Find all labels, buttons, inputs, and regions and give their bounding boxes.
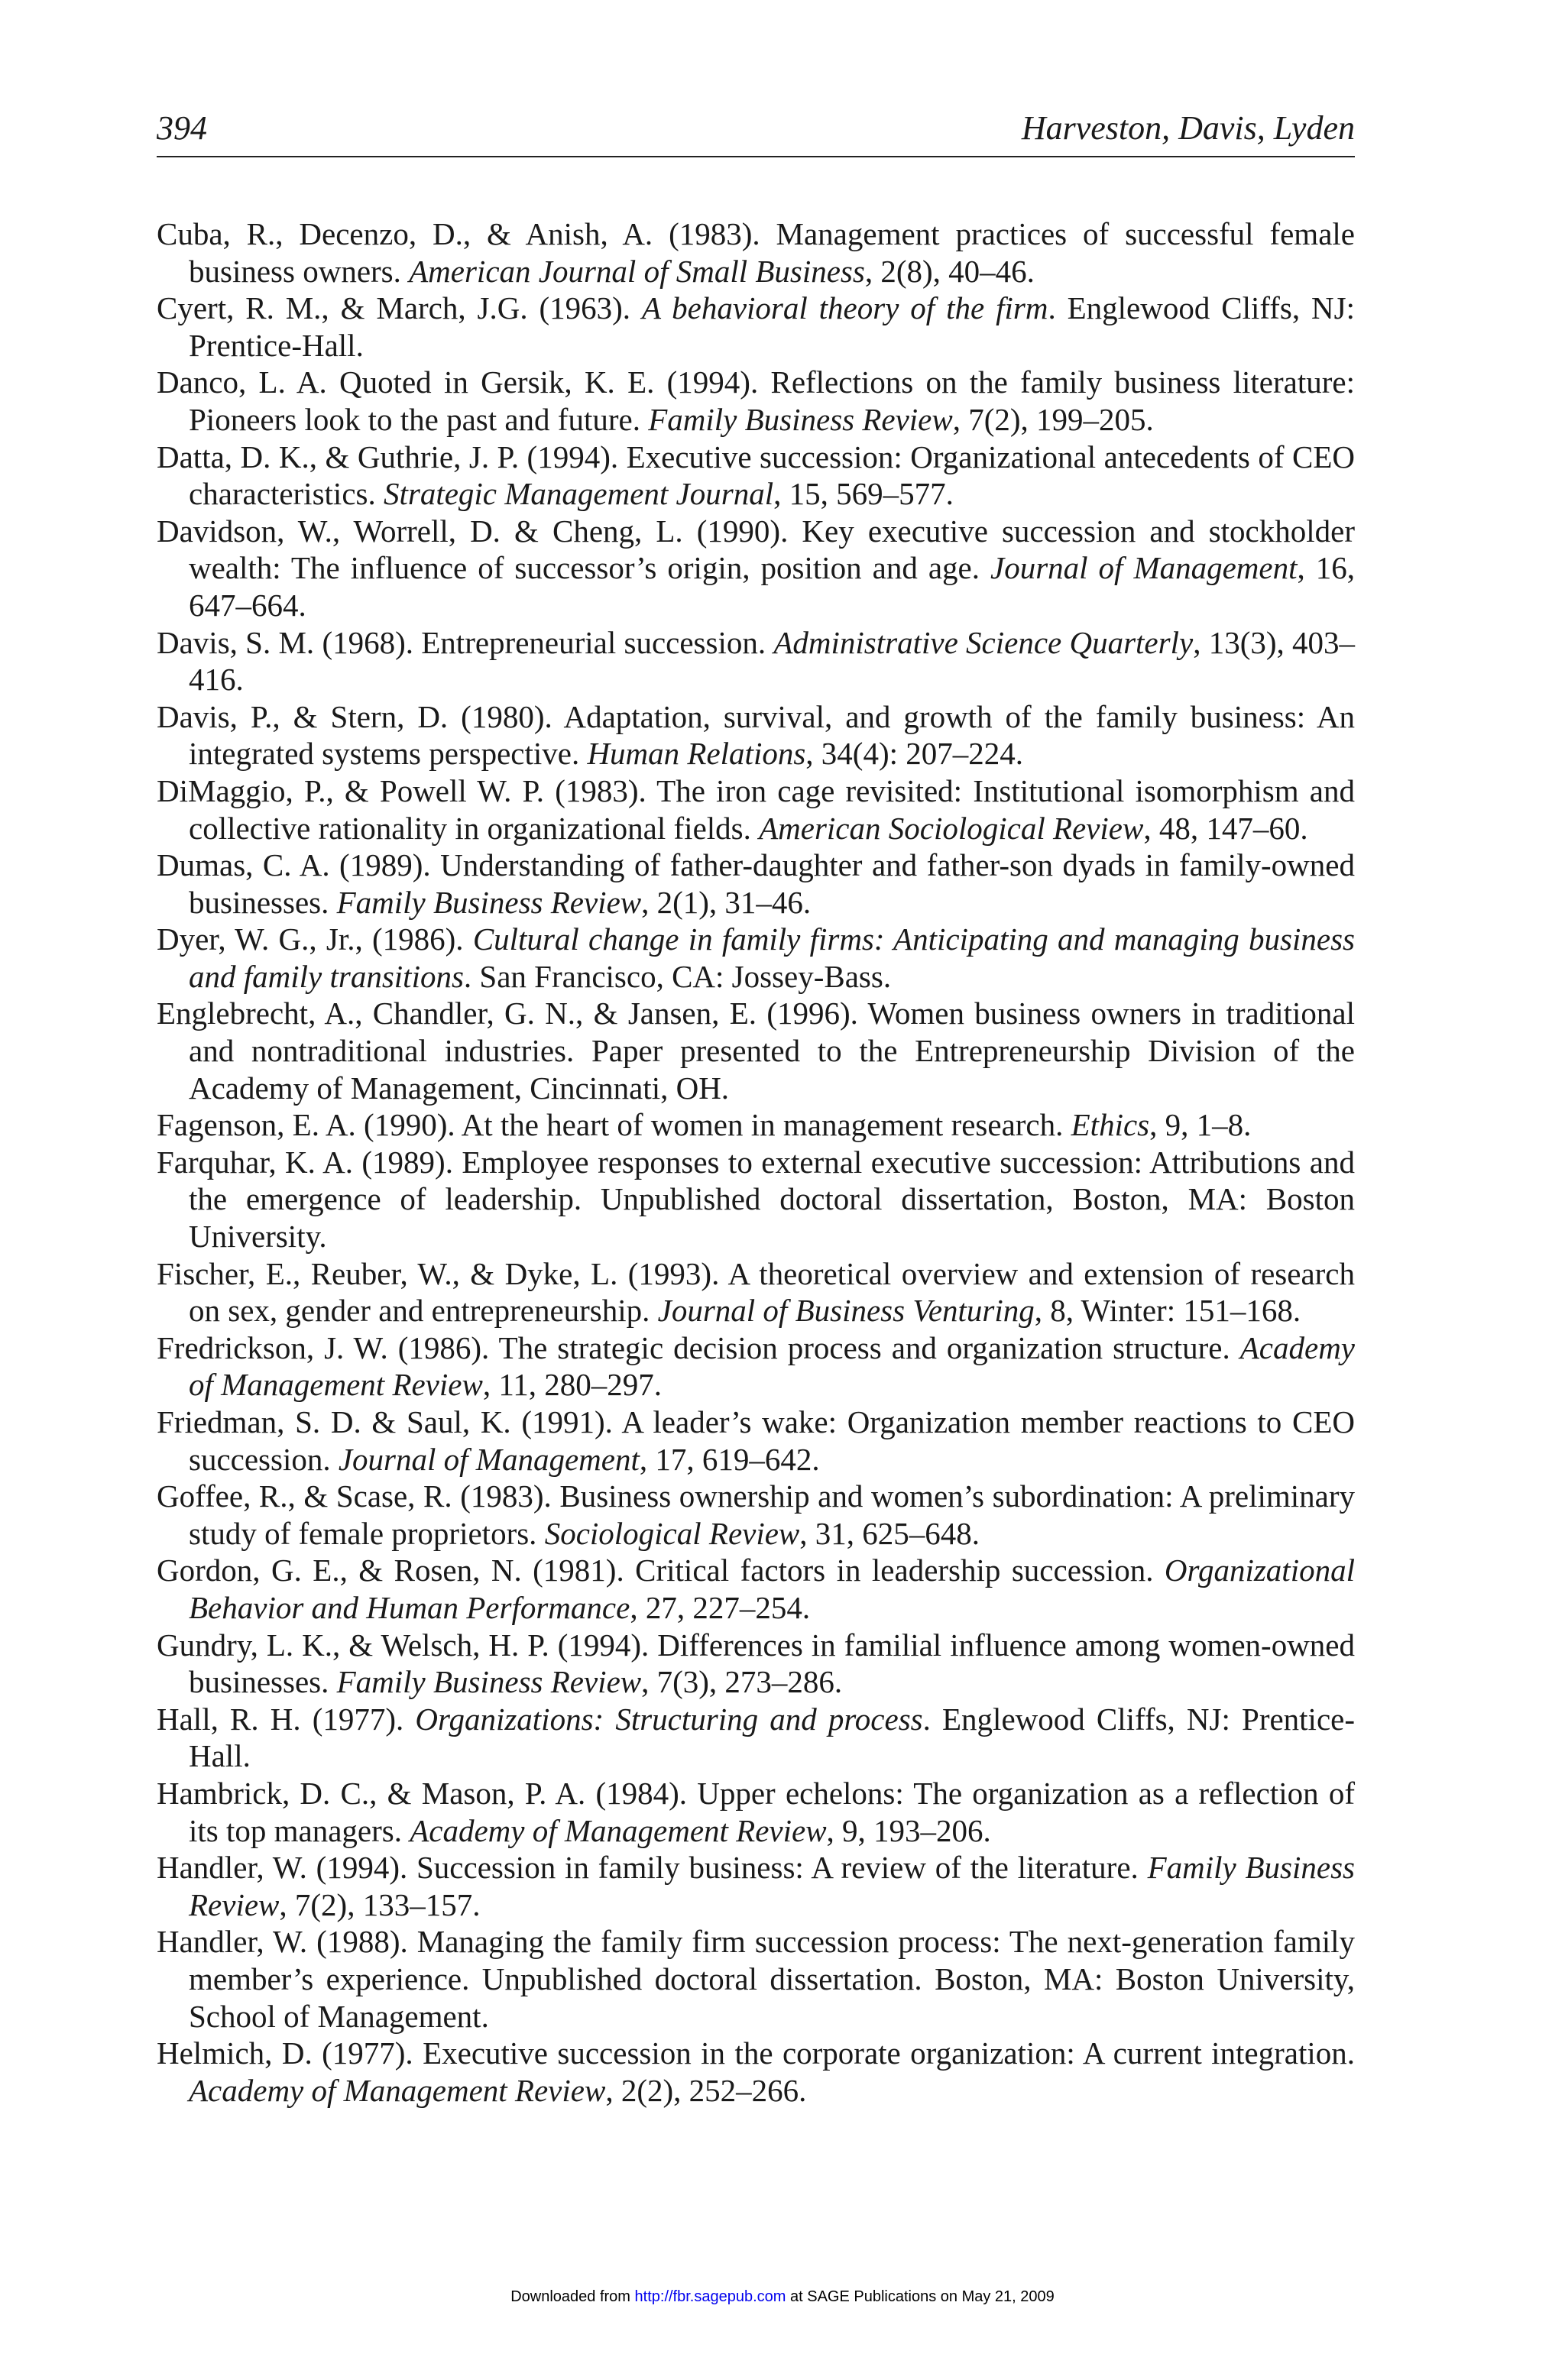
reference-text: Handler, W. (1994). Succession in family business: A review of the literature. <box>157 1850 1148 1886</box>
reference-text: Fischer, E., Reuber, W., & Dyke, L. (1993). A theoretical overview and extension of research on sex, gender and entrepreneurship. <box>157 1255 1355 1329</box>
running-head <box>157 104 1355 157</box>
reference-details: , 48, 147–60. <box>1143 810 1308 846</box>
reference-text: Datta, D. K., & Guthrie, J. P. (1994). Executive succession: Organizational antecedents of CEO characteristics. <box>157 439 1355 512</box>
reference-source: Journal of Business Venturing <box>657 1293 1035 1329</box>
reference-details: , 17, 619–642. <box>639 1441 820 1477</box>
reference-item <box>157 1144 1355 1255</box>
reference-details: , 15, 569–577. <box>773 476 954 512</box>
reference-item <box>157 921 1355 995</box>
running-title: Harveston, Davis, Lyden <box>1021 109 1355 147</box>
reference-text: Farquhar, K. A. (1989). Employee responses to external executive succession: Attributions and the emergence of leadership. Unpublished doctoral dissertation, Boston, MA: Boston University. <box>157 1144 1355 1255</box>
reference-source: Sociological Review <box>544 1515 800 1551</box>
reference-item <box>157 1775 1355 1849</box>
reference-text: Gundry, L. K., & Welsch, H. P. (1994). Differences in familial influence among women-owned businesses. <box>157 1627 1355 1700</box>
reference-item <box>157 1106 1355 1144</box>
reference-item <box>157 2035 1355 2109</box>
download-footer <box>0 2288 1565 2306</box>
reference-details: , 31, 625–648. <box>799 1515 980 1551</box>
reference-item <box>157 215 1355 290</box>
reference-text: DiMaggio, P., & Powell W. P. (1983). The iron cage revisited: Institutional isomorphism and collective rationality in organizational fields. <box>157 772 1355 846</box>
reference-source: A behavioral theory of the firm <box>641 290 1048 326</box>
reference-source: Journal of Management <box>990 550 1298 586</box>
reference-item <box>157 1255 1355 1329</box>
reference-source: Family Business Review <box>336 884 642 920</box>
reference-source: Ethics <box>1071 1107 1150 1143</box>
reference-text: Englebrecht, A., Chandler, G. N., & Jansen, E. (1996). Women business owners in traditional and nontraditional industries. Paper presented to the Entrepreneurship Division of the Academy of Management, Cincinnati, OH. <box>157 996 1355 1106</box>
reference-list <box>157 215 1355 2109</box>
reference-text: Fagenson, E. A. (1990). At the heart of women in management research. <box>157 1107 1071 1143</box>
reference-text: Davis, P., & Stern, D. (1980). Adaptation, survival, and growth of the family business: An integrated systems perspective. <box>157 698 1355 772</box>
footer-link[interactable]: http://fbr.sagepub.com <box>634 2288 786 2305</box>
reference-text: Dumas, C. A. (1989). Understanding of father-daughter and father-son dyads in family-owned businesses. <box>157 847 1355 920</box>
reference-text: Davis, S. M. (1968). Entrepreneurial succession. <box>157 624 774 660</box>
reference-details: , 13(3), 403–416. <box>189 624 1356 698</box>
reference-source: Family Business Review <box>648 401 953 437</box>
reference-item <box>157 1404 1355 1478</box>
reference-item <box>157 290 1355 364</box>
reference-text: Davidson, W., Worrell, D. & Cheng, L. (1990). Key executive succession and stockholder wealth: The influence of successor’s origin, position and age. <box>157 513 1355 586</box>
reference-source: Administrative Science Quarterly <box>773 624 1194 660</box>
reference-item <box>157 1923 1355 2035</box>
reference-details: . Englewood Cliffs, NJ: Prentice-Hall. <box>189 1701 1355 1774</box>
reference-item <box>157 847 1355 921</box>
reference-details: . San Francisco, CA: Jossey-Bass. <box>463 958 892 994</box>
reference-details: , 8, Winter: 151–168. <box>1034 1293 1301 1329</box>
reference-text: Cuba, R., Decenzo, D., & Anish, A. (1983). Management practices of successful female business owners. <box>157 216 1355 289</box>
reference-item <box>157 513 1355 624</box>
reference-text: Hambrick, D. C., & Mason, P. A. (1984). Upper echelons: The organization as a reflection of its top managers. <box>157 1775 1355 1848</box>
reference-details: , 7(2), 133–157. <box>279 1886 481 1922</box>
reference-source: Academy of Management Review <box>189 2072 606 2108</box>
reference-source: Journal of Management <box>338 1441 640 1477</box>
reference-source: Human Relations <box>587 736 806 772</box>
reference-details: , 9, 193–206. <box>826 1812 991 1848</box>
reference-source: American Journal of Small Business <box>409 253 865 289</box>
reference-source: Academy of Management Review <box>189 1329 1355 1403</box>
reference-source: Academy of Management Review <box>410 1812 827 1848</box>
reference-item <box>157 772 1355 847</box>
reference-source: Family Business Review <box>189 1850 1355 1922</box>
reference-item <box>157 624 1355 698</box>
footer-suffix: at SAGE Publications on May 21, 2009 <box>786 2288 1055 2305</box>
reference-item <box>157 698 1355 772</box>
reference-item <box>157 439 1355 513</box>
reference-text: Handler, W. (1988). Managing the family firm succession process: The next-generation family member’s experience. Unpublished doctoral dissertation. Boston, MA: Boston University, School of Management. <box>157 1924 1355 2034</box>
reference-item <box>157 1478 1355 1552</box>
reference-item <box>157 364 1355 438</box>
reference-source: Strategic Management Journal <box>383 476 774 512</box>
reference-source: Cultural change in family firms: Anticipating and managing business and family transitions <box>189 921 1355 994</box>
reference-item <box>157 1701 1355 1775</box>
reference-text: Danco, L. A. Quoted in Gersik, K. E. (1994). Reflections on the family business literature: Pioneers look to the past and future. <box>157 364 1355 437</box>
footer-prefix: Downloaded from <box>510 2288 635 2305</box>
reference-item <box>157 1329 1355 1404</box>
reference-text: Friedman, S. D. & Saul, K. (1991). A leader’s wake: Organization member reactions to CEO succession. <box>157 1404 1355 1477</box>
reference-details: , 7(3), 273–286. <box>641 1664 843 1700</box>
reference-item <box>157 1627 1355 1701</box>
reference-details: , 2(8), 40–46. <box>864 253 1035 289</box>
reference-text: Hall, R. H. (1977). <box>157 1701 416 1737</box>
reference-details: , 11, 280–297. <box>482 1367 663 1403</box>
reference-details: , 7(2), 199–205. <box>952 401 1154 437</box>
reference-details: , 9, 1–8. <box>1149 1107 1252 1143</box>
reference-details: , 2(2), 252–266. <box>605 2072 807 2108</box>
reference-details: , 2(1), 31–46. <box>641 884 812 920</box>
reference-source: American Sociological Review <box>759 810 1144 846</box>
reference-details: , 16, 647–664. <box>189 550 1355 623</box>
reference-text: Goffee, R., & Scase, R. (1983). Business ownership and women’s subordination: A preliminary study of female proprietors. <box>157 1478 1355 1551</box>
reference-item <box>157 1849 1355 1923</box>
reference-details: , 27, 227–254. <box>630 1589 811 1625</box>
reference-source: Organizations: Structuring and process <box>415 1701 923 1737</box>
reference-text: Dyer, W. G., Jr., (1986). <box>157 921 473 957</box>
reference-source: Family Business Review <box>336 1664 642 1700</box>
reference-text: Helmich, D. (1977). Executive succession in the corporate organization: A current integration. <box>157 2035 1355 2071</box>
reference-item <box>157 1552 1355 1626</box>
reference-details: . Englewood Cliffs, NJ: Prentice-Hall. <box>189 290 1355 363</box>
reference-details: , 34(4): 207–224. <box>805 736 1023 772</box>
reference-item <box>157 995 1355 1106</box>
page-number: 394 <box>157 109 207 147</box>
reference-text: Gordon, G. E., & Rosen, N. (1981). Critical factors in leadership succession. <box>157 1553 1165 1588</box>
reference-text: Fredrickson, J. W. (1986). The strategic decision process and organization structure. <box>157 1329 1240 1365</box>
reference-text: Cyert, R. M., & March, J.G. (1963). <box>157 290 642 326</box>
reference-source: Organizational Behavior and Human Performance <box>189 1553 1355 1625</box>
